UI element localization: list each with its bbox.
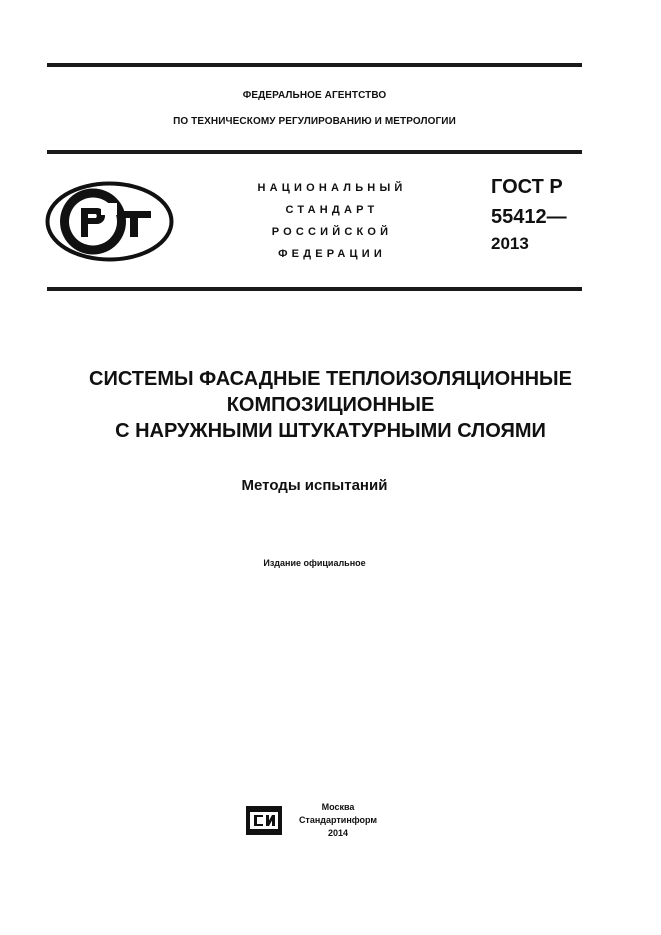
standard-type-line2: СТАНДАРТ bbox=[285, 204, 379, 216]
standard-type-line3: РОССИЙСКОЙ bbox=[271, 226, 393, 238]
standard-type-line4: ФЕДЕРАЦИИ bbox=[278, 248, 386, 260]
document-title bbox=[20, 366, 641, 444]
title-line1: СИСТЕМЫ ФАСАДНЫЕ ТЕПЛОИЗОЛЯЦИОННЫЕ bbox=[89, 368, 572, 390]
document-subtitle: Методы испытаний bbox=[241, 477, 388, 494]
edition-note: Издание официальное bbox=[263, 558, 366, 568]
standard-designation bbox=[491, 172, 591, 256]
national-standard-label bbox=[232, 177, 432, 265]
header-rule bbox=[47, 150, 582, 154]
title-block-rule bbox=[47, 287, 582, 291]
standard-type-line1: НАЦИОНАЛЬНЫЙ bbox=[257, 182, 407, 194]
top-rule bbox=[47, 63, 582, 67]
publisher-block bbox=[292, 801, 384, 840]
agency-name-line1: ФЕДЕРАЛЬНОЕ АГЕНТСТВО bbox=[242, 90, 387, 101]
publication-year: 2014 bbox=[327, 828, 349, 838]
designation-line1: ГОСТ Р bbox=[491, 176, 563, 198]
designation-year: 2013 bbox=[491, 234, 529, 253]
publisher-name: Стандартинформ bbox=[298, 815, 378, 825]
title-line2: КОМПОЗИЦИОННЫЕ bbox=[226, 394, 435, 416]
rst-certification-mark-icon bbox=[45, 181, 174, 262]
publisher-city: Москва bbox=[321, 802, 355, 812]
designation-line2: 55412— bbox=[491, 206, 567, 228]
agency-name-line2: ПО ТЕХНИЧЕСКОМУ РЕГУЛИРОВАНИЮ И МЕТРОЛОГИИ bbox=[173, 116, 456, 127]
title-line3: С НАРУЖНЫМИ ШТУКАТУРНЫМИ СЛОЯМИ bbox=[115, 420, 546, 442]
standartinform-logo-icon bbox=[246, 806, 282, 835]
